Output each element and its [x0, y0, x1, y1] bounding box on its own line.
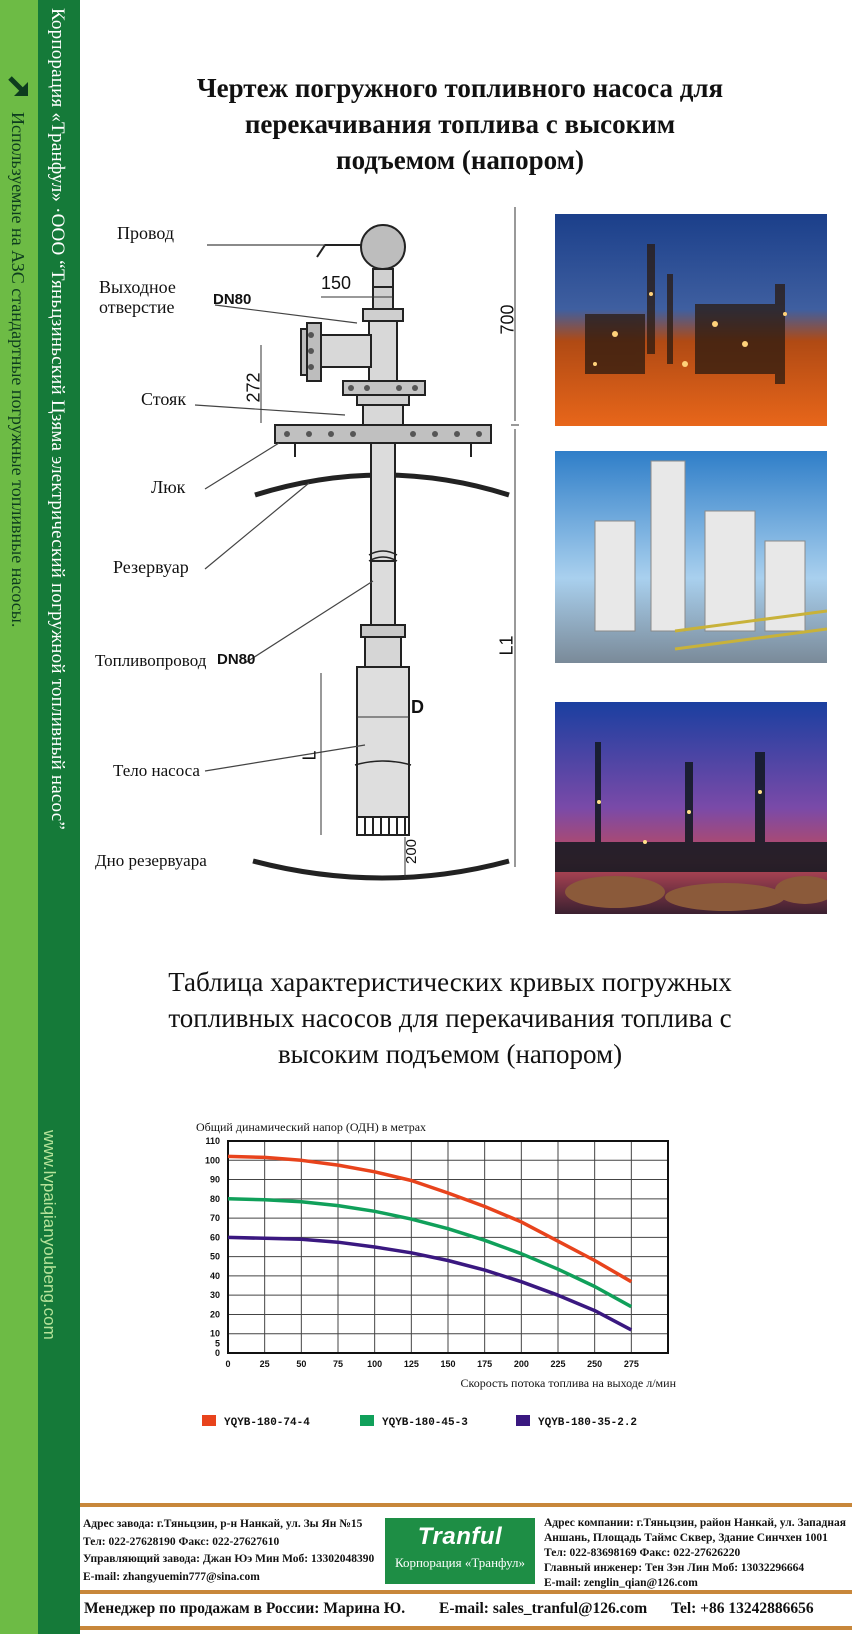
dim-150: 150 — [321, 273, 352, 293]
company-contact-block — [544, 1516, 852, 1591]
dn80-fuel-line-dim: DN80 — [217, 651, 256, 668]
x-tick-label: 275 — [623, 1359, 639, 1369]
dim-272: 272 — [243, 372, 264, 403]
logo-brand-text: Tranful — [417, 1523, 503, 1550]
company-address-line2: Аншань, Площадь Таймс Сквер, Здание Синчхен 1001 — [544, 1532, 828, 1544]
legend-label-2: YQYB-180-45-3 — [382, 1417, 468, 1429]
y-tick-label: 40 — [209, 1270, 220, 1281]
legend-swatch-2 — [360, 1415, 374, 1426]
curves-title-line: топливных насосов для перекачивания топлива с — [168, 1003, 732, 1033]
y-tick-label: 90 — [209, 1174, 220, 1185]
legend-swatch-3 — [516, 1415, 530, 1426]
y-tick-label: 10 — [209, 1328, 220, 1339]
hatch-label: Люк — [151, 477, 186, 497]
dim-L: L — [299, 750, 320, 761]
sidebar-corporation-text: Корпорация «Транфул» ·ООО “Тяньцзиньский Цзяма электрический погружной топливный насос” — [47, 8, 68, 830]
curves-table-title — [120, 964, 780, 1072]
company-phone: Тел: 022-83698169 Факс: 022-27626220 — [544, 1547, 741, 1559]
dim-D: D — [411, 697, 424, 717]
tank-bottom-label: Дно резервуара — [95, 851, 207, 870]
series-line-1 — [228, 1156, 631, 1281]
x-tick-label: 0 — [225, 1359, 231, 1369]
y-tick-label: 100 — [204, 1155, 220, 1166]
factory-email[interactable]: E-mail: zhangyuemin777@sina.com — [83, 1570, 260, 1583]
factory-phone: Тел: 022-27628190 Факс: 022-27627610 — [83, 1535, 280, 1548]
pump-diagram — [95, 205, 535, 930]
sales-contact-line — [84, 1600, 852, 1618]
y-tick-label: 70 — [209, 1213, 220, 1224]
factory-address: Адрес завода: г.Тяньцзин, р-н Нанкай, ул. Зы Ян №15 — [83, 1518, 363, 1530]
company-address-line1: Адрес компании: г.Тяньцзин, район Нанкай, ул. Западная — [544, 1517, 846, 1529]
y-tick-label: 60 — [209, 1232, 220, 1243]
dim-200: 200 — [403, 838, 421, 865]
x-tick-label: 200 — [513, 1359, 529, 1369]
tranful-logo — [385, 1518, 535, 1584]
dim-700: 700 — [497, 304, 518, 335]
series-line-2 — [228, 1199, 631, 1307]
x-tick-label: 125 — [403, 1359, 419, 1369]
logo-subtitle: Корпорация «Транфул» — [394, 1555, 526, 1570]
y-axis-label: Общий динамический напор (ОДН) в метрах — [196, 1120, 427, 1134]
factory-manager: Управляющий завода: Джан Юэ Мин Моб: 13302048390 — [83, 1553, 375, 1565]
refinery-photo-night — [555, 214, 827, 426]
pump-body-label: Тело насоса — [113, 761, 200, 780]
y-tick-label: 5 — [214, 1338, 220, 1349]
series-line-3 — [228, 1237, 631, 1330]
sidebar-usage-text: Используемые на АЗС стандартные погружные топливные насосы. — [8, 112, 28, 628]
y-tick-label: 0 — [214, 1348, 220, 1358]
footer-middle-rule — [80, 1590, 852, 1594]
refinery-photo-day — [555, 451, 827, 663]
x-axis-label: Скорость потока топлива на выходе л/мин — [460, 1376, 676, 1390]
sales-phone[interactable]: Tel: +86 13242886656 — [671, 1600, 814, 1617]
y-tick-label: 30 — [209, 1290, 220, 1301]
footer-bottom-rule — [80, 1626, 852, 1630]
drawing-title-line: перекачивания топлива с высоким — [244, 109, 676, 139]
tank-label: Резервуар — [113, 557, 189, 577]
sales-email[interactable]: E-mail: sales_tranful@126.com — [439, 1600, 648, 1617]
x-tick-label: 150 — [440, 1359, 456, 1369]
refinery-photo-dusk — [555, 702, 827, 914]
y-tick-label: 80 — [209, 1193, 220, 1204]
drawing-title-line: подъемом (напором) — [336, 145, 584, 175]
legend-label-3: YQYB-180-35-2.2 — [538, 1417, 638, 1429]
arrow-down-right-icon — [6, 74, 32, 100]
outlet-label-line1: Выходное — [99, 277, 176, 297]
x-tick-label: 225 — [550, 1359, 566, 1369]
drawing-title — [150, 70, 770, 178]
drawing-title-line: Чертеж погружного топливного насоса для — [196, 73, 724, 103]
company-chief-engineer: Главный инженер: Тен Зэн Лин Моб: 13032296664 — [544, 1562, 805, 1574]
performance-chart — [180, 1115, 740, 1460]
x-tick-label: 75 — [332, 1359, 344, 1369]
x-tick-label: 250 — [587, 1359, 603, 1369]
company-email[interactable]: E-mail: zenglin_qian@126.com — [544, 1577, 698, 1589]
y-tick-label: 50 — [209, 1251, 220, 1262]
curves-title-line: Таблица характеристических кривых погружных — [168, 967, 732, 997]
footer-top-rule — [80, 1503, 852, 1507]
sales-manager: Менеджер по продажам в России: Марина Ю. — [84, 1600, 406, 1617]
wire-label: Провод — [117, 223, 175, 243]
y-tick-label: 110 — [205, 1136, 220, 1146]
outlet-label-line2: отверстие — [99, 297, 175, 317]
y-tick-label: 20 — [209, 1309, 220, 1320]
factory-contact-block — [83, 1516, 383, 1586]
performance-chart-svg — [180, 1115, 740, 1460]
legend-label-1: YQYB-180-74-4 — [224, 1417, 310, 1429]
x-tick-label: 50 — [296, 1359, 307, 1369]
legend-swatch-1 — [202, 1415, 216, 1426]
riser-label: Стояк — [141, 389, 187, 409]
dim-L1: L1 — [496, 635, 517, 656]
x-tick-label: 100 — [367, 1359, 383, 1369]
curves-title-line: высоким подъемом (напором) — [277, 1039, 623, 1069]
x-tick-label: 175 — [477, 1359, 493, 1369]
fuel-line-label: Топливопровод — [95, 651, 207, 670]
dn80-outlet-dim: DN80 — [213, 291, 252, 308]
x-tick-label: 25 — [259, 1359, 270, 1369]
sidebar-website-link[interactable]: www.lvpaiqianyoubeng.com — [40, 1130, 59, 1340]
